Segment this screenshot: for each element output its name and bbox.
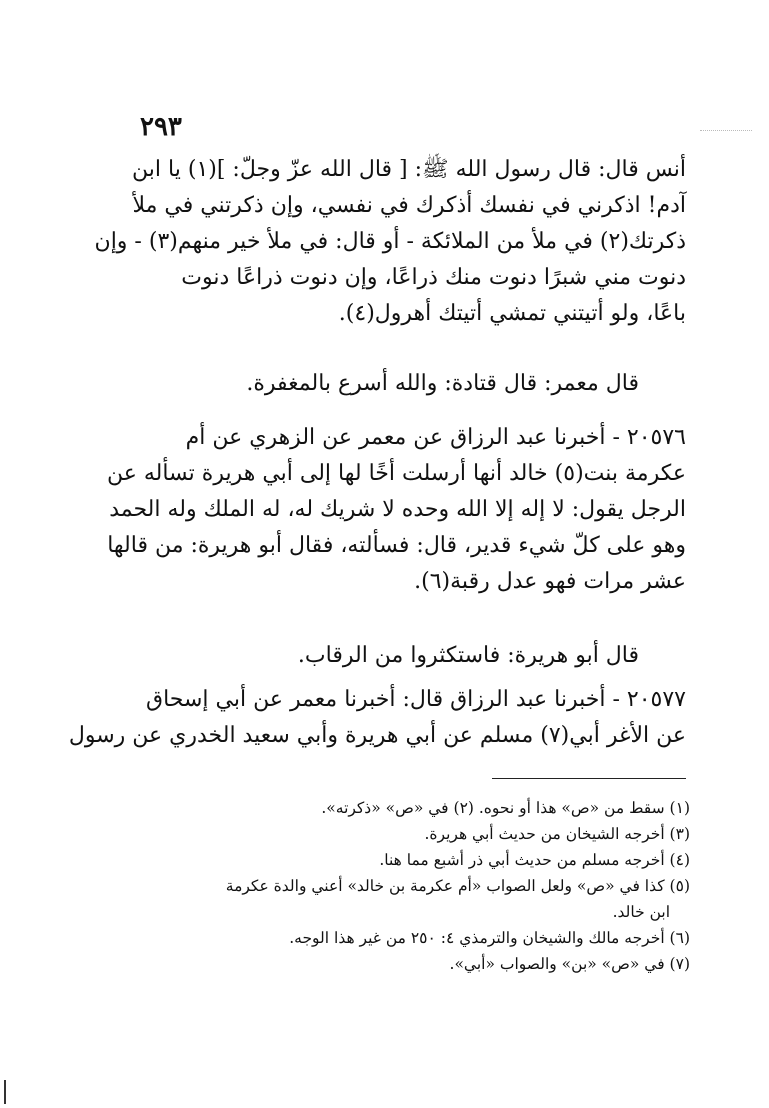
hadith-paragraph-20577 [68,682,686,754]
page-number: ٢٩٣ [140,112,182,142]
text-line: دنوت مني شبرًا دنوت منك ذراعًا، وإن دنوت ذراعًا دنوت [181,265,686,290]
footnote-3: (٣) أخرجه الشيخان من حديث أبي هريرة. [424,825,690,843]
footnote-1-2: (١) سقط من «ص» هذا أو نحوه. (٢) في «ص» «ذكرته». [321,799,690,817]
text-line: ٢٠٥٧٦ - أخبرنا عبد الرزاق عن معمر عن الزهري عن أم [185,425,686,450]
footnote-separator [492,778,686,779]
hadith-paragraph-1 [94,152,686,332]
text-line: قال أبو هريرة: فاستكثروا من الرقاب. [297,643,639,668]
commentary-paragraph-1 [246,366,639,402]
commentary-paragraph-2 [298,638,639,674]
text-line: باعًا، ولو أتيتني تمشي أتيتك أهرول(٤). [338,301,686,326]
text-line: عن الأغر أبي(٧) مسلم عن أبي هريرة وأبي سعيد الخدري عن رسول [68,723,686,748]
footnote-4: (٤) أخرجه مسلم من حديث أبي ذر أشبع مما هنا. [379,851,690,869]
footnotes [150,795,690,977]
footnote-5-continued: ابن خالد. [612,903,670,921]
text-line: عشر مرات فهو عدل رقبة(٦). [414,569,686,594]
scan-mark [700,130,752,131]
text-line: ذكرتك(٢) في ملأ من الملائكة - أو قال: في ملأ خير منهم(٣) - وإن [94,229,686,254]
text-line: قال معمر: قال قتادة: والله أسرع بالمغفرة. [246,371,639,396]
text-line: وهو على كلّ شيء قدير، قال: فسألته، فقال أبو هريرة: من قالها [107,533,686,558]
text-line: أنس قال: قال رسول الله ﷺ: [ قال الله عزّ وجلّ: ](١) يا ابن [132,157,686,182]
text-line: ٢٠٥٧٧ - أخبرنا عبد الرزاق قال: أخبرنا معمر عن أبي إسحاق [146,687,686,712]
scan-edge-mark [4,1080,6,1104]
text-line: آدم! اذكرني في نفسك أذكرك في نفسي، وإن ذكرتني في ملأ [132,193,686,218]
hadith-paragraph-20576 [106,420,686,600]
text-line: الرجل يقول: لا إله إلا الله وحده لا شريك له، له الملك وله الحمد [109,497,686,522]
text-line: عكرمة بنت(٥) خالد أنها أرسلت أخًا لها إلى أبي هريرة تسأله عن [106,461,686,486]
footnote-5: (٥) كذا في «ص» ولعل الصواب «أم عكرمة بن خالد» أعني والدة عكرمة [225,877,690,895]
footnote-6: (٦) أخرجه مالك والشيخان والترمذي ٤: ٢٥٠ من غير هذا الوجه. [289,929,690,947]
footnote-7: (٧) في «ص» «بن» والصواب «أبي». [449,955,690,973]
